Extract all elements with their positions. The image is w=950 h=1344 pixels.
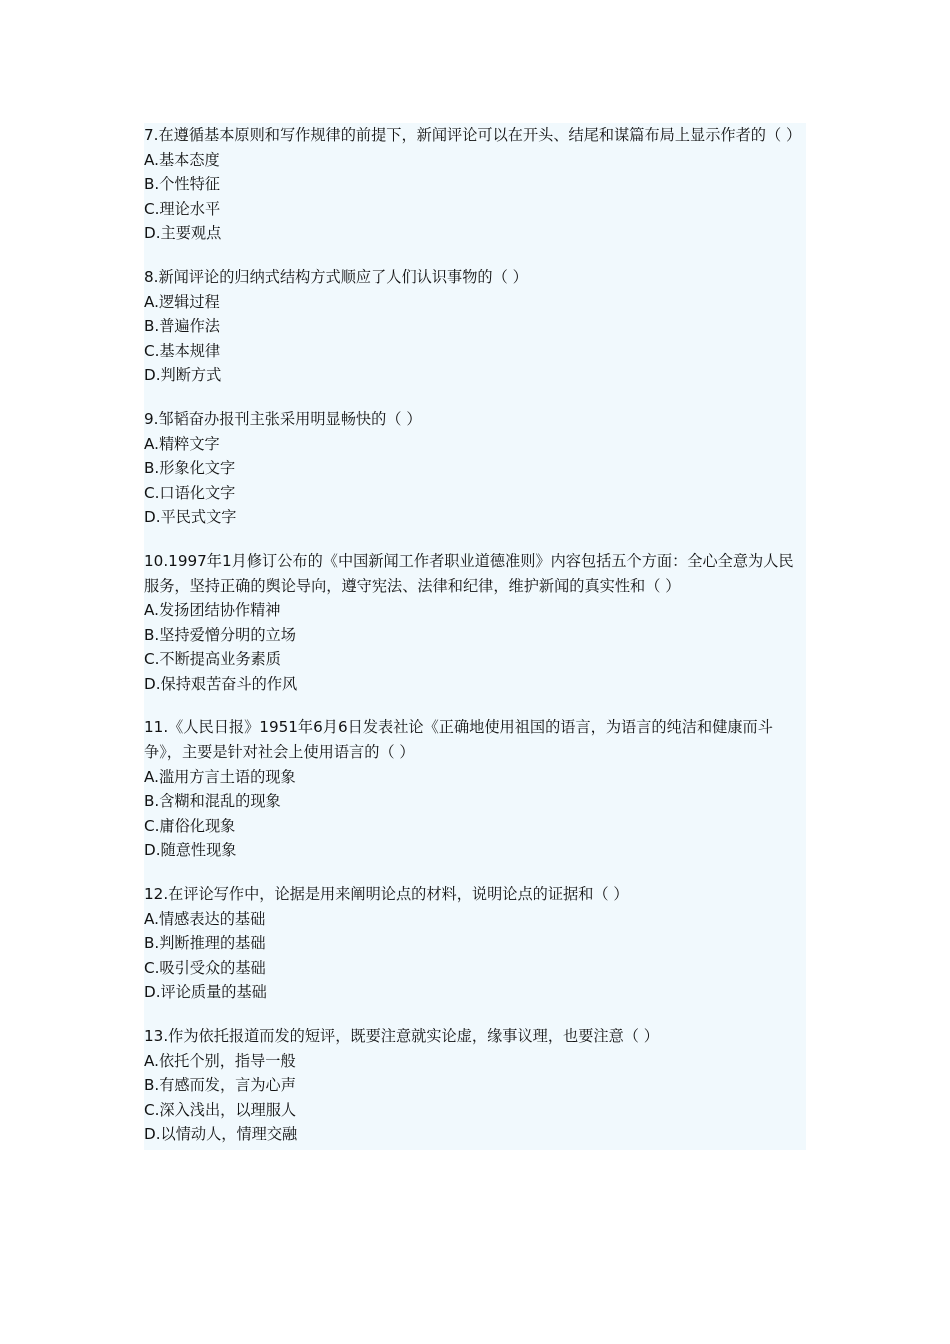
question-10 xyxy=(144,549,806,697)
question-12 xyxy=(144,882,806,1005)
option-a: A.发扬团结协作精神 xyxy=(144,601,281,620)
option-d: D.判断方式 xyxy=(144,366,222,385)
option-b: B.个性特征 xyxy=(144,175,220,194)
question-7 xyxy=(144,123,806,246)
question-list xyxy=(144,123,806,1150)
question-stem: 13.作为依托报道而发的短评，既要注意就实论虚，缘事议理，也要注意（ ） xyxy=(144,1027,659,1045)
option-c: C.基本规律 xyxy=(144,341,221,360)
question-8 xyxy=(144,265,806,388)
option-b: B.有感而发，言为心声 xyxy=(144,1076,296,1095)
option-d: D.主要观点 xyxy=(144,224,222,243)
option-b: B.普遍作法 xyxy=(144,317,220,336)
option-c: C.口语化文字 xyxy=(144,483,236,502)
option-a: A.情感表达的基础 xyxy=(144,909,266,928)
option-c: C.深入浅出，以理服人 xyxy=(144,1100,297,1119)
question-13 xyxy=(144,1024,806,1147)
option-b: B.形象化文字 xyxy=(144,459,236,478)
option-b: B.含糊和混乱的现象 xyxy=(144,792,281,811)
question-stem: 8.新闻评论的归纳式结构方式顺应了人们认识事物的（ ） xyxy=(144,267,528,286)
question-stem: 9.邹韬奋办报刊主张采用明显畅快的（ ） xyxy=(144,409,422,428)
question-9 xyxy=(144,407,806,530)
question-stem: 7.在遵循基本原则和写作规律的前提下，新闻评论可以在开头、结尾和谋篇布局上显示作者的（ ） xyxy=(144,126,802,144)
option-d: D.以情动人，情理交融 xyxy=(144,1125,298,1144)
option-a: A.逻辑过程 xyxy=(144,292,220,311)
option-a: A.精粹文字 xyxy=(144,434,220,453)
question-11 xyxy=(144,715,806,863)
option-d: D.随意性现象 xyxy=(144,841,237,860)
option-c: C.理论水平 xyxy=(144,199,221,218)
option-b: B.坚持爱憎分明的立场 xyxy=(144,625,296,644)
question-stem: 10.1997年1月修订公布的《中国新闻工作者职业道德准则》内容包括五个方面：全心全意为人民服务，坚持正确的舆论导向，遵守宪法、法律和纪律，维护新闻的真实性和（ ） xyxy=(144,551,794,595)
option-b: B.判断推理的基础 xyxy=(144,934,266,953)
question-stem: 12.在评论写作中，论据是用来阐明论点的材料，说明论点的证据和（ ） xyxy=(144,885,629,904)
question-stem: 11.《人民日报》1951年6月6日发表社论《正确地使用祖国的语言，为语言的纯洁和健康而斗争》，主要是针对社会上使用语言的（ ） xyxy=(144,718,773,762)
option-c: C.吸引受众的基础 xyxy=(144,958,266,977)
option-c: C.庸俗化现象 xyxy=(144,816,236,835)
option-a: A.基本态度 xyxy=(144,150,220,169)
option-d: D.评论质量的基础 xyxy=(144,983,267,1002)
option-c: C.不断提高业务素质 xyxy=(144,650,281,669)
option-d: D.平民式文字 xyxy=(144,508,237,527)
option-a: A.依托个别，指导一般 xyxy=(144,1051,296,1070)
option-a: A.滥用方言土语的现象 xyxy=(144,767,296,786)
option-d: D.保持艰苦奋斗的作风 xyxy=(144,674,298,693)
